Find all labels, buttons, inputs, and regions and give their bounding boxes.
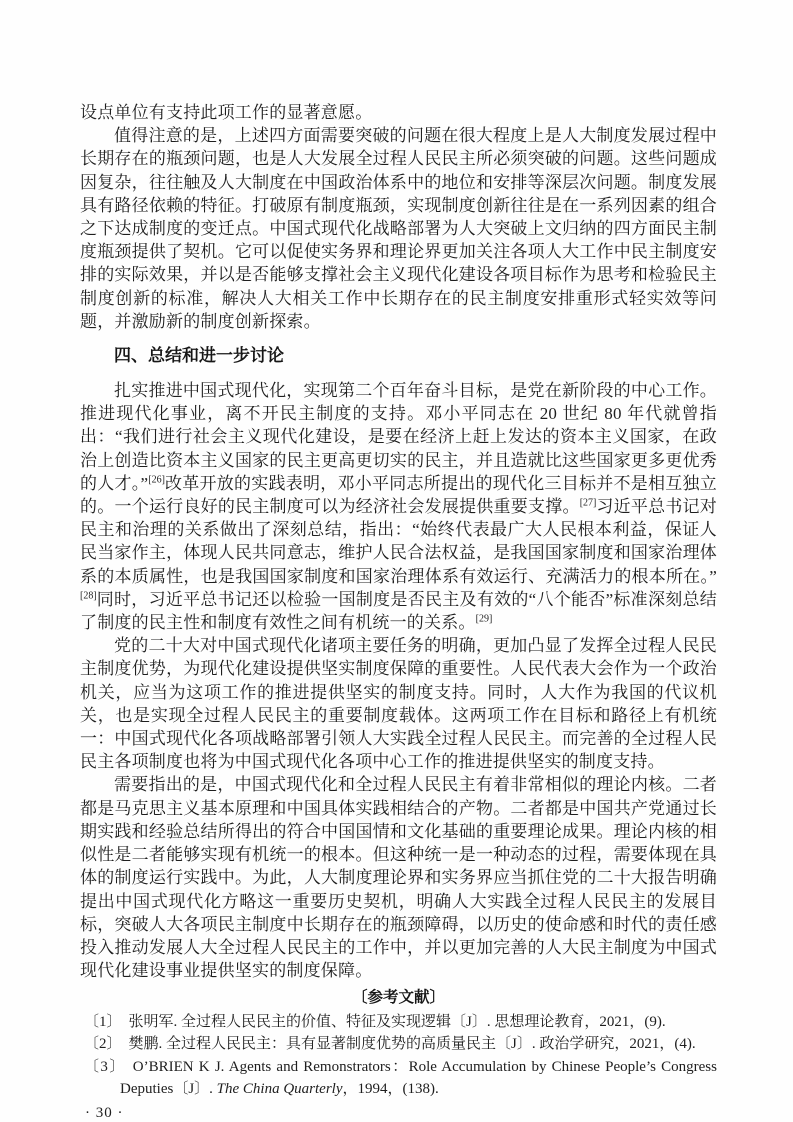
citation-superscript: [29] xyxy=(475,613,493,625)
article-body xyxy=(80,101,717,1122)
references-section xyxy=(80,987,717,1100)
paragraph-theory-core: 需要指出的是，中国式现代化和全过程人民民主有着非常相似的理论内核。二者都是马克思主义基本原理和中国具体实践相结合的产物。二者都是中国共产党通过长期实践和经验总结所得出的符合中国国情和文化基础的重要理论成果。理论内核的相似性是二者能够实现有机统一的根本。但这种统一是一种动态的过程，需要体现在具体的制度运行实践中。为此，人大制度理论界和实务界应当抓住党的二十大报告明确提出中国式现代化方略这一重要历史契机，明确人大实践全过程人民民主的发展目标，突破人大各项民主制度中长期存在的瓶颈障碍，以历史的使命感和时代的责任感投入推动发展人大全过程人民民主的工作中，并以更加完善的人大民主制度为中国式现代化建设事业提供坚实的制度保障。 xyxy=(80,775,717,981)
citation-superscript: [26] xyxy=(148,474,165,486)
reference-journal-title: The China Quarterly xyxy=(216,1080,343,1097)
page-number: · 30 · xyxy=(85,1105,124,1122)
reference-item xyxy=(80,1011,717,1033)
reference-item xyxy=(80,1056,717,1101)
reference-item xyxy=(80,1033,717,1055)
section-heading: 四、总结和进一步讨论 xyxy=(114,346,284,366)
reference-label: 〔2〕 xyxy=(84,1036,122,1053)
paragraph-continuation: 设点单位有支持此项工作的显著意愿。 xyxy=(80,103,373,122)
reference-text: 樊鹏. 全过程人民民主：具有显著制度优势的高质量民主〔J〕. 政治学研究，2021，(4). xyxy=(128,1036,696,1053)
paragraph-bottleneck: 值得注意的是，上述四方面需要突破的问题在很大程度上是人大制度发展过程中长期存在的瓶颈问题，也是人大发展全过程人民民主所必须突破的问题。这些问题成因复杂，往往触及人大制度在中国政治体系中的地位和安排等深层次问题。制度发展具有路径依赖的特征。打破原有制度瓶颈，实现制度创新往往是在一系列因素的组合之下达成制度的变迁点。中国式现代化战略部署为人大突破上文归纳的四方面民主制度瓶颈提供了契机。它可以促使实务界和理论界更加关注各项人大工作中民主制度安排的实际效果，并以是否能够支撑社会主义现代化建设各项目标作为思考和检验民主制度创新的标准，解决人大相关工作中长期存在的民主制度安排重形式轻实效等问题，并激励新的制度创新探索。 xyxy=(80,126,717,331)
reference-label: 〔1〕 xyxy=(84,1013,122,1030)
paragraph-twentieth-congress: 党的二十大对中国式现代化诸项主要任务的明确，更加凸显了发挥全过程人民民主制度优势，为现代化建设提供坚实制度保障的重要性。人民代表大会作为一个政治机关，应当为这项工作的推进提供坚实的制度支持。同时，人大作为我国的代议机关，也是实现全过程人民民主的重要制度载体。这两项工作在目标和路径上有机统一：中国式现代化各项战略部署引领人大实践全过程人民民主。而完善的全过程人民民主各项制度也将为中国式现代化各项中心工作的推进提供坚实的制度支持。 xyxy=(80,636,717,772)
paragraph-modernization: 扎实推进中国式现代化，实现第二个百年奋斗目标，是党在新阶段的中心工作。推进现代化事业，离不开民主制度的支持。邓小平同志在 20 世纪 80 年代就曾指出：“我们进行社会主义现代化建设，是要在经济上赶上发达的资本主义国家，在政治上创造比资本主义国家的民主更高更切实的民主，并且造就比这些国家更多更优秀的人才。”[26]改革开放的实践表明，邓小平同志所提出的现代化三目标并不是相互独立的。一个运行良好的民主制度可以为经济社会发展提供重要支撑。[27]习近平总书记对民主和治理的关系做出了深刻总结，指出：“始终代表最广大人民根本利益，保证人民当家作主，体现人民共同意志，维护人民合法权益，是我国国家制度和国家治理体系的本质属性，也是我国国家制度和国家治理体系有效运行、充满活力的根本所在。”[28]同时，习近平总书记还以检验一国制度是否民主及有效的“八个能否”标准深刻总结了制度的民主性和制度有效性之间有机统一的关系。[29] xyxy=(80,381,718,633)
references-heading: 〔参考文献〕 xyxy=(351,989,445,1007)
reference-text: ，1994，(138). xyxy=(342,1080,439,1097)
citation-superscript: [28] xyxy=(80,590,97,602)
citation-superscript: [27] xyxy=(579,497,597,509)
reference-text: O’BRIEN K J. Agents and Remonstrators：Role Accumulation by Chinese People’s Congress Deputies〔J〕. xyxy=(120,1058,717,1097)
reference-label: 〔3〕 xyxy=(84,1058,126,1075)
reference-text: 张明军. 全过程人民民主的价值、特征及实现逻辑〔J〕. 思想理论教育，2021，(9). xyxy=(128,1013,666,1030)
